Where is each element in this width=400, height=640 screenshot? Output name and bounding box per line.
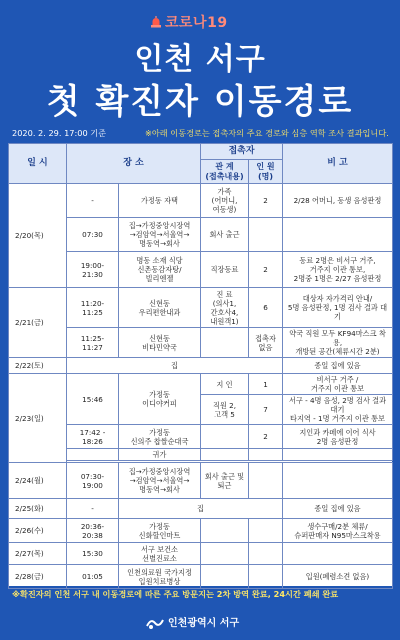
header-remarks: 비 고 (283, 144, 393, 184)
time-cell: 07:30- 19:00 (67, 463, 119, 499)
route-table (8, 143, 392, 586)
place-cell: 집→가정중앙시장역 →검암역→서울역→ 명동역→회사 (119, 463, 201, 499)
persons-cell: 2 (249, 425, 283, 449)
date-cell: 2/25(화) (9, 499, 67, 519)
place-cell: 명동 소재 식당 신촌동감자탕/ 빌리엔젤 (119, 252, 201, 288)
place-cell: 인천의료원 국가지정 입원치료병상 (119, 565, 201, 589)
table-row (9, 358, 393, 374)
logo-text: 인천광역시 서구 (168, 618, 240, 629)
table-row (9, 328, 393, 358)
remarks-cell: 생수구매/2분 체류/ 슈퍼판매자 N95마스크착용 (283, 519, 393, 543)
time-cell: 11:20- 11:25 (67, 288, 119, 328)
time-cell: 17:42 - 18:26 (67, 425, 119, 449)
header-place: 장 소 (67, 144, 201, 184)
city-emblem-icon (146, 616, 164, 630)
remarks-cell (283, 463, 393, 499)
remarks-cell: 동료 2명은 비서구 거주, 거주지 이관 통보, 2명중 1명은 2/27 음성판정 (283, 252, 393, 288)
persons-cell: 2 (249, 184, 283, 218)
time-cell: 20:36- 20:38 (67, 519, 119, 543)
relation-cell: 회사 출근 및 퇴근 (201, 463, 249, 499)
table-row (9, 499, 393, 519)
relation-cell: 가족 (어머니, 여동생) (201, 184, 249, 218)
timestamp: 2020. 2. 29. 17:00 기준 (12, 128, 107, 138)
time-cell: 11:25- 11:27 (67, 328, 119, 358)
persons-cell: 접촉자 없음 (249, 328, 283, 358)
remarks-cell: 서구 - 4명 음성, 2명 검사 결과 대기 타지역 - 1명 거주지 이관 통보 (283, 395, 393, 425)
table-row (9, 374, 393, 395)
relation-cell: 진 료 (의사1, 간호사4, 내원객1) (201, 288, 249, 328)
remarks-cell: 종일 집에 있음 (283, 499, 393, 519)
relation-cell (201, 565, 249, 589)
table-row (9, 565, 393, 589)
relation-cell (201, 543, 249, 565)
persons-cell: 2 (249, 252, 283, 288)
table-row (9, 184, 393, 218)
header (0, 0, 400, 122)
table-row (9, 218, 393, 252)
table-row (9, 543, 393, 565)
date-cell: 2/27(목) (9, 543, 67, 565)
time-cell: 07:30 (67, 218, 119, 252)
relation-cell (201, 519, 249, 543)
place-cell: 가정동 신의주 찹쌀순대국 (119, 425, 201, 449)
place-cell: 서구 보건소 선별진료소 (119, 543, 201, 565)
place-cell: 귀가 (119, 449, 201, 461)
relation-cell (201, 328, 249, 358)
relation-cell (201, 425, 249, 449)
relation-cell: 회사 출근 (201, 218, 249, 252)
table-row (9, 252, 393, 288)
relation-cell: 지 인 (201, 374, 249, 395)
time-cell: - (67, 184, 119, 218)
place-cell: 가정동 이디야커피 (119, 374, 201, 425)
title-line-1: 인천 서구 (134, 42, 266, 77)
persons-cell (249, 519, 283, 543)
persons-cell (249, 463, 283, 499)
date-cell: 2/22(토) (9, 358, 67, 374)
header-persons: 인 원 (명) (249, 160, 283, 184)
incheon-seogu-logo (146, 614, 239, 630)
persons-cell: 7 (249, 395, 283, 425)
subheader-note: ※아래 이동경로는 접촉자의 주요 경로와 심층 역학 조사 결과입니다. (145, 128, 389, 138)
persons-cell (249, 543, 283, 565)
date-cell: 2/26(수) (9, 519, 67, 543)
time-cell: 15:30 (67, 543, 119, 565)
header-date: 일 시 (9, 144, 67, 184)
remarks-cell: 대상자 자가격리 안내/ 5명 음성판정, 1명 검사 결과 대기 (283, 288, 393, 328)
date-cell: 2/21(금) (9, 288, 67, 358)
relation-cell: 직장동료 (201, 252, 249, 288)
time-cell: - (67, 499, 119, 519)
date-cell: 2/24(월) (9, 463, 67, 499)
table-row (9, 425, 393, 449)
place-cell: 신현동 우리편한내과 (119, 288, 201, 328)
place-cell: 가정동 자택 (119, 184, 201, 218)
place-cell: 신현동 비타민약국 (119, 328, 201, 358)
place-cell: 집 (119, 499, 283, 519)
badge-text: 코로나19 (165, 15, 228, 31)
table-row (9, 288, 393, 328)
remarks-cell (283, 218, 393, 252)
corona-badge (150, 12, 228, 32)
persons-cell (249, 565, 283, 589)
footer-note: ※확진자의 인천 서구 내 이동경로에 따른 주요 방문지는 2차 방역 완료, 24시간 폐쇄 완료 (12, 589, 339, 599)
table-row (9, 463, 393, 499)
siren-icon (150, 16, 162, 28)
relation-cell (201, 449, 249, 461)
time-cell: 19:00- 21:30 (67, 252, 119, 288)
table-row (9, 519, 393, 543)
remarks-cell: 지인과 카페에 이어 식사 2명 음성판정 (283, 425, 393, 449)
remarks-cell: 입원(폐렴소견 없음) (283, 565, 393, 589)
remarks-cell: 비서구 거주 / 거주지 이관 통보 (283, 374, 393, 395)
table-row (9, 449, 393, 461)
time-cell (67, 449, 119, 461)
remarks-cell: 종일 집에 있음 (283, 358, 393, 374)
place-cell: 집→가정중앙시장역 →검암역→서울역→ 명동역→회사 (119, 218, 201, 252)
relation-cell: 직원 2, 고객 5 (201, 395, 249, 425)
date-cell: 2/20(목) (9, 184, 67, 288)
persons-cell (249, 449, 283, 461)
place-cell: 가정동 신화할인마트 (119, 519, 201, 543)
time-cell: 15:46 (67, 374, 119, 425)
persons-cell: 6 (249, 288, 283, 328)
persons-cell (249, 218, 283, 252)
remarks-cell (283, 543, 393, 565)
persons-cell: 1 (249, 374, 283, 395)
place-cell: 집 (67, 358, 283, 374)
remarks-cell (283, 449, 393, 461)
header-contacts: 접촉자 (201, 144, 283, 160)
remarks-cell: 약국 직원 모두 KF94마스크 착용, 개방된 공간(체류시간 2분) (283, 328, 393, 358)
header-relation: 관 계 (접촉내용) (201, 160, 249, 184)
remarks-cell: 2/28 어머니, 동생 음성판정 (283, 184, 393, 218)
date-cell: 2/23(일) (9, 374, 67, 463)
date-cell: 2/28(금) (9, 565, 67, 589)
title-line-2: 첫 확진자 이동경로 (46, 82, 354, 122)
time-cell: 01:05 (67, 565, 119, 589)
